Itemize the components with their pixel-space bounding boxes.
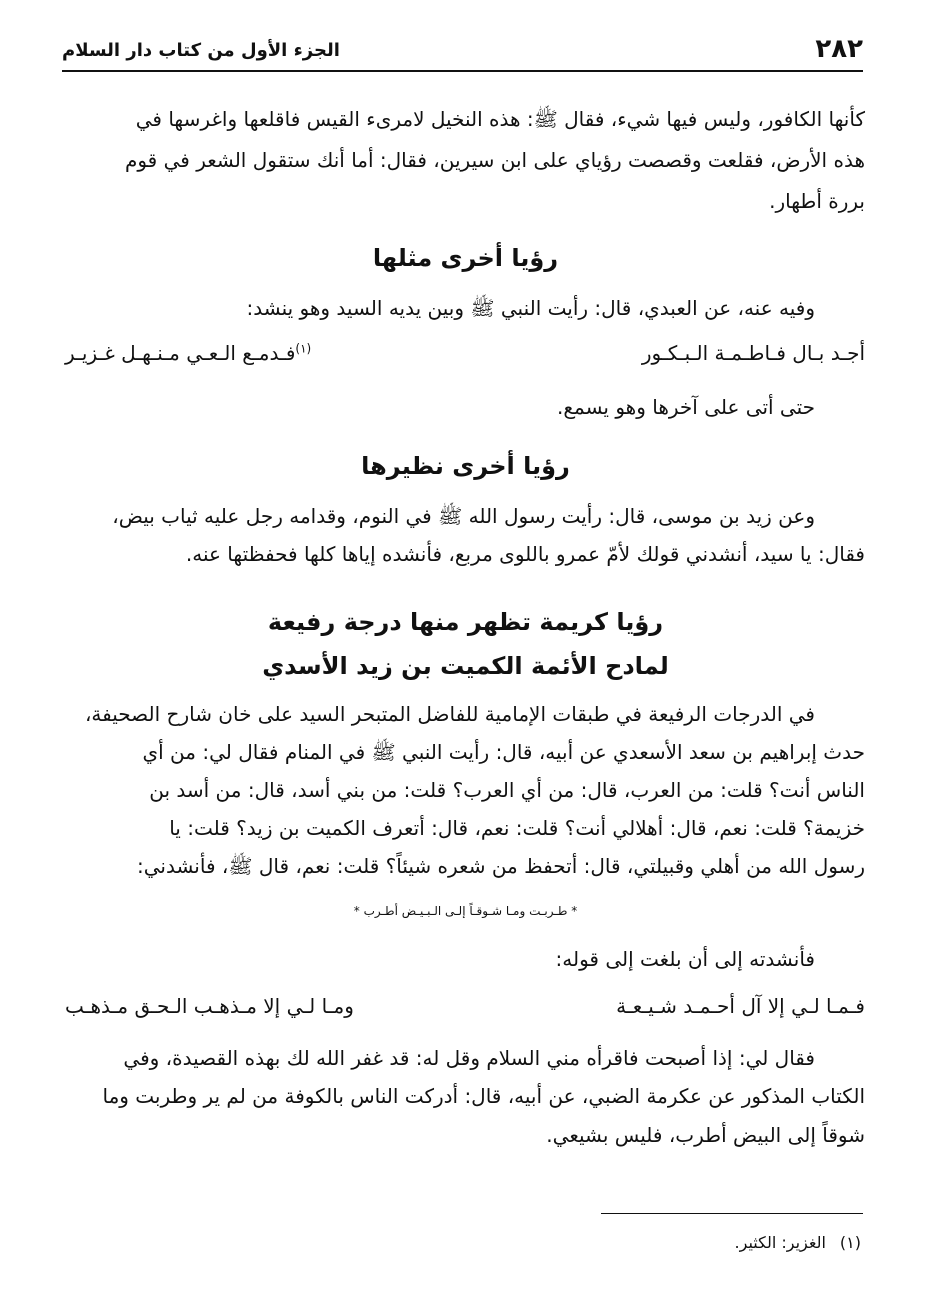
- section-1-verse: [65, 335, 865, 371]
- section-3-single-verse: * طـربـت ومـا شـوقـاً إلـى الـبـيـض أطـرب *: [353, 904, 578, 918]
- intro-line-1: كأنها الكافور، وليس فيها شيء، فقال ﷺ: هذه النخيل لامرىء القيس فاقلعها واغرسها في: [135, 107, 865, 131]
- verse-first-hemistich: أجـد بـال فـاطـمـة الـبـكـور: [641, 341, 865, 365]
- section-3-line-2: حدث إبراهيم بن سعد الأسعدي عن أبيه، قال: رأيت النبي ﷺ في المنام فقال لي: من أي: [142, 740, 865, 764]
- footnote-divider: [601, 1213, 863, 1214]
- book-title: الجزء الأول من كتاب دار السلام: [62, 40, 340, 61]
- intro-line-3: بررة أطهار.: [769, 189, 865, 213]
- running-header: [62, 34, 863, 72]
- section-3-closing-line-1: فقال لي: إذا أصبحت فاقرأه مني السلام وقل له: قد غفر الله لك بهذه القصيدة، وفي: [123, 1046, 815, 1070]
- verse-second-hemistich: ومـا لـي إلا مـذهـب الـحـق مـذهـب: [65, 994, 354, 1018]
- section-3-line-3: الناس أنت؟ قلت: من العرب، قال: من أي العرب؟ قلت: من بني أسد، قال: من أسد بن: [149, 778, 865, 802]
- footnote-reference: (١): [295, 341, 312, 356]
- section-3-verse: [65, 988, 865, 1024]
- intro-line-2: هذه الأرض، فقلعت وقصصت رؤياي على ابن سيرين، فقال: أما أنك ستقول الشعر في قوم: [124, 148, 865, 172]
- section-3-title-line-2: لمادح الأئمة الكميت بن زيد الأسدي: [262, 652, 669, 680]
- section-3-closing-line-3: شوقاً إلى البيض أطرب، فليس بشيعي.: [546, 1123, 865, 1147]
- section-2-line-2: فقال: يا سيد، أنشدني قولك لأمّ عمرو باللوى مربع، فأنشده إياها كلها فحفظتها عنه.: [185, 542, 865, 566]
- section-3-title-line-1: رؤيا كريمة تظهر منها درجة رفيعة: [267, 608, 664, 636]
- verse-first-hemistich: فـمـا لـي إلا آل أحـمـد شـيـعـة: [616, 994, 865, 1018]
- section-3-closing-line-2: الكتاب المذكور عن عكرمة الضبي، عن أبيه، قال: أدركت الناس بالكوفة من لم ير وطربت وما: [102, 1084, 865, 1108]
- footnote-text: الغزير: الكثير.: [734, 1233, 826, 1252]
- footnote: [735, 1230, 861, 1256]
- verse-second-hemistich: $^{(١)}$فـدمـع الـعـي مـنـهـل غـزيـر: [65, 341, 312, 365]
- section-2-title: رؤيا أخرى نظيرها: [361, 452, 570, 480]
- section-3-line-4: خزيمة؟ قلت: نعم، قال: أهلالي أنت؟ قلت: نعم، قال: أتعرف الكميت بن زيد؟ قلت: يا: [169, 816, 865, 840]
- page-number: ٢٨٢: [815, 34, 863, 64]
- section-1-after: حتى أتى على آخرها وهو يسمع.: [557, 395, 815, 419]
- section-3-line-1: في الدرجات الرفيعة في طبقات الإمامية للفاضل المتبحر السيد على خان شارح الصحيفة،: [84, 702, 815, 726]
- section-2-line-1: وعن زيد بن موسى، قال: رأيت رسول الله ﷺ في النوم، وقدامه رجل عليه ثياب بيض،: [112, 504, 815, 528]
- section-3-line-5: رسول الله من أهلي وقبيلتي، قال: أتحفظ من شعره شيئاً؟ قلت: نعم، قال ﷺ، فأنشدني:: [136, 854, 865, 878]
- section-1-text: وفيه عنه، عن العبدي، قال: رأيت النبي ﷺ وبين يديه السيد وهو ينشد:: [246, 296, 815, 320]
- section-1-title: رؤيا أخرى مثلها: [372, 244, 559, 272]
- section-3-lead-in: فأنشدته إلى أن بلغت إلى قوله:: [555, 947, 815, 971]
- footnote-number: (١): [839, 1233, 861, 1252]
